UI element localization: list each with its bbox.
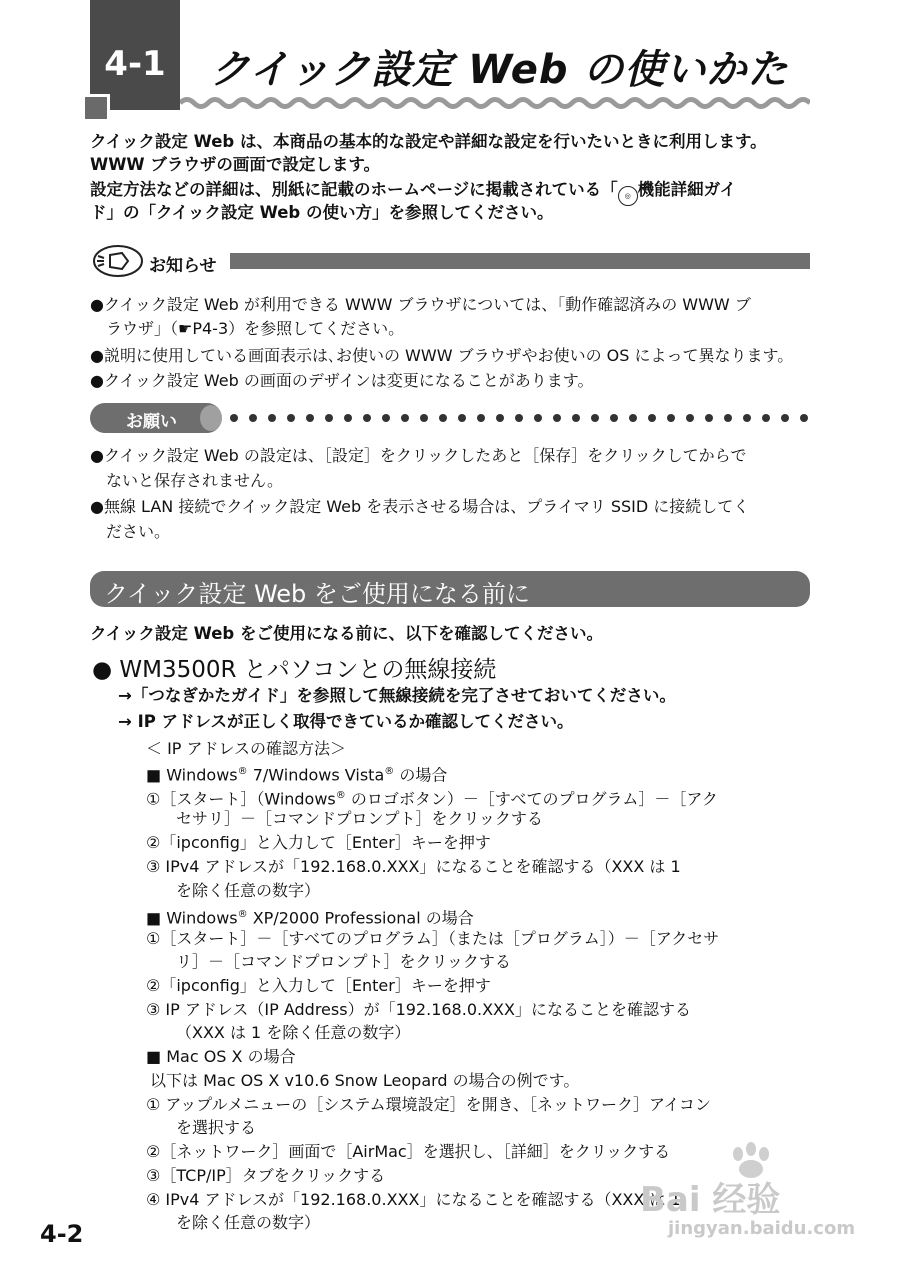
winxp-step-1: ①［スタート］－［すべてのプログラム］（または［プログラム］）－［アクセサ (146, 929, 720, 948)
request-dotted-rule (226, 410, 816, 426)
winxp-step-3-cont: （XXX は 1 を除く任意の数字） (176, 1023, 411, 1042)
intro-line-4: ド」の「クイック設定 Web の使い方」を参照してください。 (90, 203, 554, 222)
win7-step-3: ③ IPv4 アドレスが「192.168.0.XXX」になることを確認する（XXX は 1 (146, 857, 681, 876)
notice-bar (230, 253, 810, 269)
chapter-number: 4-1 (104, 44, 166, 84)
intro-line-1: クイック設定 Web は、本商品の基本的な設定や詳細な設定を行いたいときに利用します。 (90, 132, 767, 151)
section-heading: クイック設定 Web をご使用になる前に (104, 580, 530, 608)
winxp-step-3: ③ IP アドレス（IP Address）が「192.168.0.XXX」になることを確認する (146, 1000, 691, 1019)
chapter-corner-square (82, 94, 110, 122)
watermark-url: jingyan.baidu.com (668, 1218, 856, 1239)
page-title: クイック設定 Web の使いかた (210, 47, 789, 93)
page-number: 4-2 (40, 1220, 84, 1248)
win7-step-3-cont: を除く任意の数字） (176, 881, 321, 900)
win7-title: ■ Windows® 7/Windows Vista® の場合 (146, 765, 448, 785)
notice-label: お知らせ (149, 256, 217, 276)
mac-step-1-cont: を選択する (176, 1118, 257, 1137)
request-item-1-cont: ないと保存されません。 (106, 471, 283, 490)
mac-step-2: ②［ネットワーク］画面で［AirMac］を選択し、［詳細］をクリックする (146, 1142, 671, 1161)
mac-step-4: ④ IPv4 アドレスが「192.168.0.XXX」になることを確認する（XXX は 1 (146, 1190, 681, 1209)
request-label: お願い (126, 412, 177, 432)
mac-step-1: ① アップルメニューの［システム環境設定］を開き、［ネットワーク］アイコン (146, 1095, 711, 1114)
mac-step-4-cont: を除く任意の数字） (176, 1213, 321, 1232)
win7-step-1: ①［スタート］（Windows® のロゴボタン）－［すべてのプログラム］－［アク (146, 789, 718, 809)
subheading: ● WM3500R とパソコンとの無線接続 (92, 657, 497, 683)
notice-item-1: ●クイック設定 Web が利用できる WWW ブラウザについては、「動作確認済みの WWW ブ (90, 295, 751, 314)
mac-title: ■ Mac OS X の場合 (146, 1047, 296, 1066)
win7-step-1-cont: セサリ］－［コマンドプロンプト］をクリックする (176, 809, 543, 828)
request-item-2-cont: ださい。 (106, 522, 171, 541)
intro-line-2: WWW ブラウザの画面で設定します。 (90, 155, 381, 174)
request-pill-highlight (200, 405, 222, 431)
cd-icon: ◎ (618, 186, 638, 206)
winxp-step-2: ②「ipconfig」と入力して［Enter］キーを押す (146, 976, 491, 995)
method-title: ＜ IP アドレスの確認方法＞ (146, 739, 347, 758)
watermark-brand: Bai 经验 (640, 1180, 781, 1220)
winxp-title: ■ Windows® XP/2000 Professional の場合 (146, 908, 474, 928)
title-wave-underline (180, 96, 810, 110)
notice-item-1-cont: ラウザ」（☛P4-3）を参照してください。 (106, 319, 405, 338)
notice-item-2: ●説明に使用している画面表示は､お使いの WWW ブラウザやお使いの OS によって異なります。 (90, 346, 794, 365)
win7-step-2: ②「ipconfig」と入力して［Enter］キーを押す (146, 833, 491, 852)
request-item-1: ●クイック設定 Web の設定は、［設定］をクリックしたあと［保存］をクリックしてからで (90, 446, 747, 465)
section-lead: クイック設定 Web をご使用になる前に、以下を確認してください。 (90, 624, 603, 643)
request-item-2: ●無線 LAN 接続でクイック設定 Web を表示させる場合は、プライマリ SSID に接続してく (90, 497, 750, 516)
intro-line-3: 設定方法などの詳細は、別紙に記載のホームページに掲載されている「 ◎ 機能詳細ガイ (90, 178, 736, 206)
notice-lightbulb-icon (92, 244, 144, 278)
notice-item-3: ●クイック設定 Web の画面のデザインは変更になることがあります。 (90, 371, 594, 390)
mac-example: 以下は Mac OS X v10.6 Snow Leopard の場合の例です。 (150, 1071, 580, 1090)
winxp-step-1-cont: リ］－［コマンドプロンプト］をクリックする (176, 952, 511, 971)
arrow-item-1: →「つなぎかたガイド」を参照して無線接続を完了させておいてください。 (118, 686, 676, 705)
mac-step-3: ③［TCP/IP］タブをクリックする (146, 1166, 386, 1185)
arrow-item-2: → IP アドレスが正しく取得できているか確認してください。 (118, 712, 574, 731)
